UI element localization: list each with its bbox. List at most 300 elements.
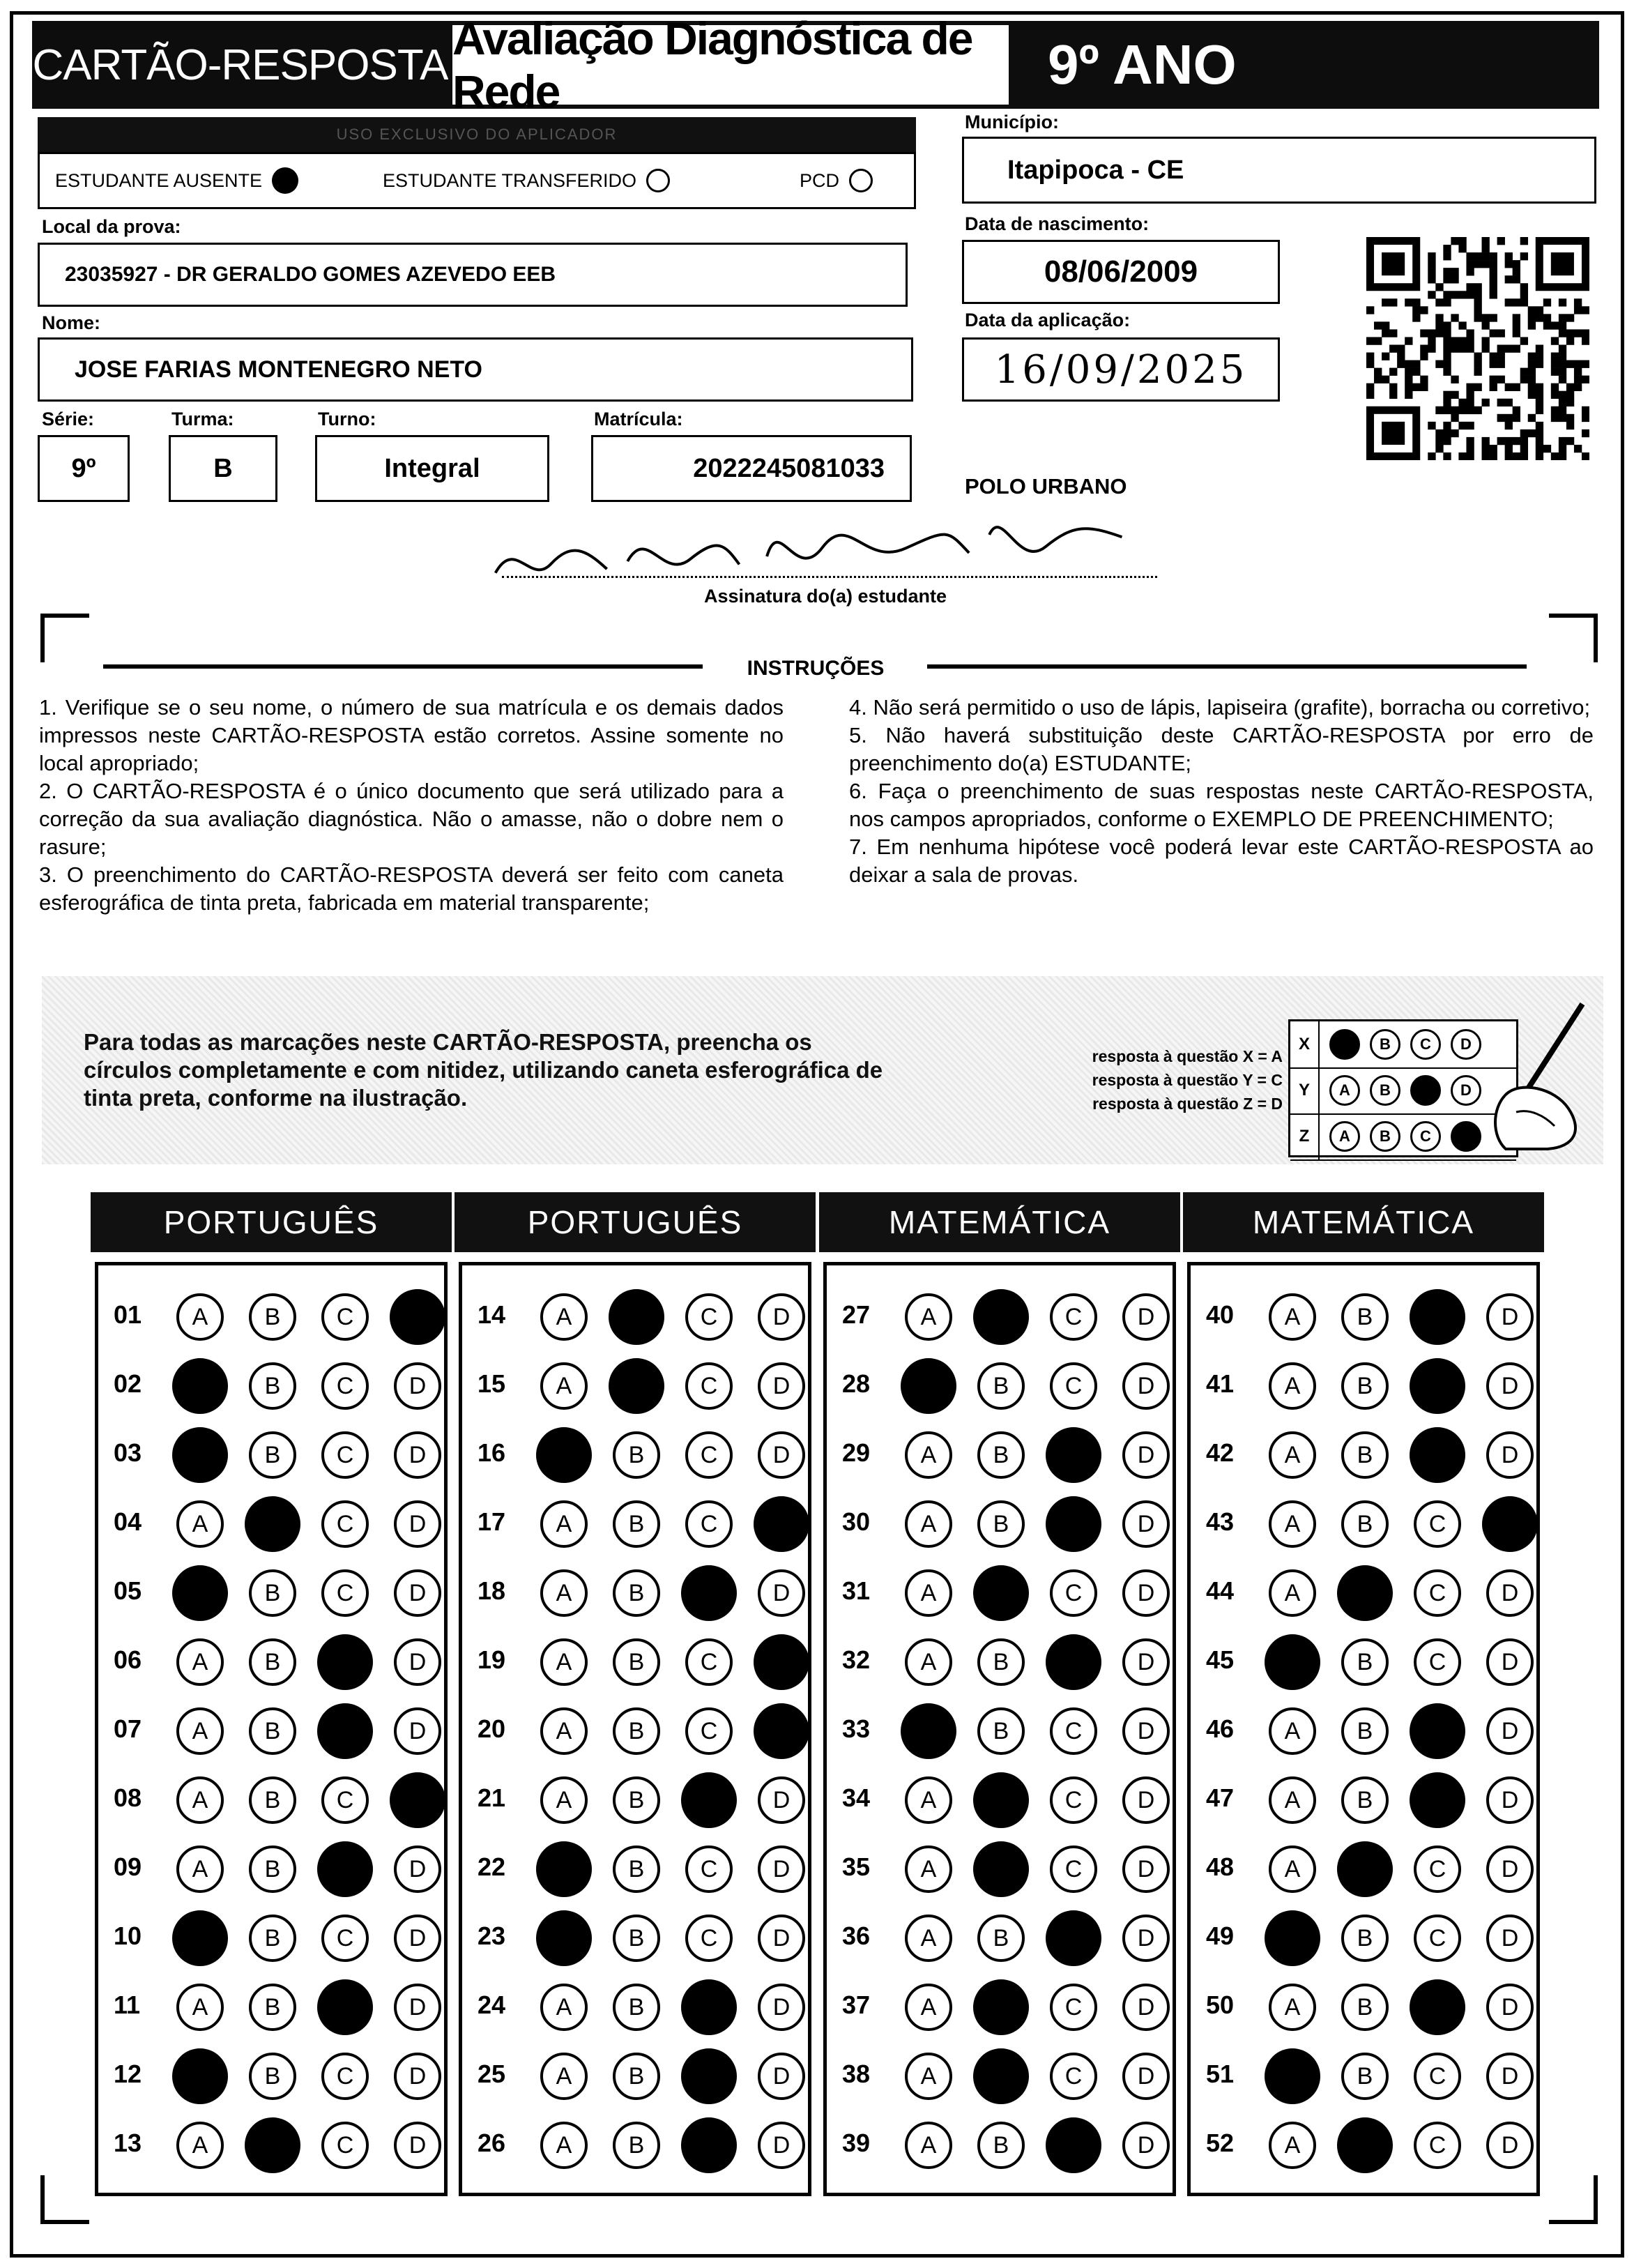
answer-bubble-c[interactable] [1410, 1979, 1465, 2035]
answer-bubble-d[interactable] [390, 1289, 445, 1345]
question-number: 35 [842, 1852, 871, 1881]
answer-bubble-b[interactable]: B [613, 1638, 660, 1686]
answer-bubble-d[interactable]: D [758, 1845, 805, 1893]
answer-bubble-b[interactable]: B [249, 1569, 296, 1617]
example-bubble-b: B [1370, 1029, 1400, 1060]
answer-bubble-b[interactable] [1337, 2117, 1393, 2173]
answer-bubble-a[interactable] [901, 1358, 956, 1414]
answer-bubble-c[interactable]: C [685, 1638, 733, 1686]
answer-bubble-d[interactable]: D [1122, 1776, 1170, 1824]
answer-bubble-c[interactable] [1410, 1289, 1465, 1345]
answer-bubble-b[interactable]: B [249, 1845, 296, 1893]
answer-bubble-b[interactable]: B [1341, 2053, 1389, 2100]
answer-bubble-c[interactable]: C [1050, 1707, 1097, 1755]
answer-bubble-b[interactable]: B [1341, 1362, 1389, 1410]
answer-bubble-a[interactable]: A [540, 1638, 588, 1686]
question-number: 40 [1206, 1300, 1235, 1329]
answer-bubble-a[interactable]: A [176, 1293, 224, 1341]
answer-bubble-d[interactable]: D [1486, 1569, 1534, 1617]
answer-bubble-b[interactable]: B [613, 1776, 660, 1824]
answer-bubble-a[interactable] [1265, 2048, 1320, 2104]
answer-bubble-c[interactable] [1046, 1427, 1101, 1483]
answer-bubble-a[interactable]: A [905, 2122, 952, 2169]
answer-bubble-a[interactable]: A [1269, 1500, 1316, 1548]
answer-bubble-a[interactable]: A [176, 1776, 224, 1824]
instruction-3: 3. O preenchimento do CARTÃO-RESPOSTA deverá ser feito com caneta esferográfica de tinta preta, fabricada em material transparente; [39, 862, 784, 915]
question-number: 47 [1206, 1783, 1235, 1812]
answer-bubble-b[interactable]: B [977, 1431, 1025, 1479]
answer-bubble-c[interactable]: C [321, 2053, 369, 2100]
answer-bubble-d[interactable] [390, 1772, 445, 1828]
question-row [827, 2110, 1173, 2180]
applicator-bar: USO EXCLUSIVO DO APLICADOR [38, 117, 916, 152]
answer-bubble-d[interactable]: D [1486, 1293, 1534, 1341]
answer-bubble-d[interactable]: D [1122, 1915, 1170, 1962]
question-number: 08 [114, 1783, 142, 1812]
question-row [1191, 1834, 1536, 1904]
answer-bubble-b[interactable]: B [977, 1638, 1025, 1686]
answer-panel-1 [95, 1262, 448, 2196]
example-bubble-d: D [1451, 1029, 1481, 1060]
answer-bubble-a[interactable]: A [905, 1500, 952, 1548]
answer-bubble-d[interactable]: D [1122, 1569, 1170, 1617]
answer-bubble-a[interactable] [172, 2048, 228, 2104]
answer-bubble-d[interactable] [754, 1703, 809, 1759]
answer-bubble-d[interactable]: D [1486, 2053, 1534, 2100]
answer-bubble-a[interactable]: A [905, 1845, 952, 1893]
answer-bubble-a[interactable]: A [1269, 1845, 1316, 1893]
example-bubble-a: A [1329, 1121, 1360, 1152]
answer-bubble-a[interactable]: A [1269, 1707, 1316, 1755]
answer-bubble-c[interactable]: C [321, 1362, 369, 1410]
answer-bubble-c[interactable]: C [685, 1362, 733, 1410]
answer-bubble-b[interactable] [973, 1979, 1029, 2035]
answer-bubble-b[interactable]: B [977, 1500, 1025, 1548]
answer-bubble-c[interactable]: C [321, 1431, 369, 1479]
absent-option[interactable] [55, 167, 298, 194]
answer-bubble-d[interactable] [1482, 1496, 1538, 1552]
example-bubble-c: C [1410, 1121, 1441, 1152]
answer-bubble-a[interactable] [1265, 1910, 1320, 1966]
question-number: 18 [478, 1576, 506, 1605]
answer-bubble-a[interactable]: A [540, 1293, 588, 1341]
answer-bubble-b[interactable]: B [613, 1984, 660, 2031]
question-row [827, 1489, 1173, 1559]
question-number: 42 [1206, 1438, 1235, 1467]
question-row [462, 1834, 808, 1904]
answer-bubble-a[interactable]: A [1269, 1431, 1316, 1479]
answer-bubble-d[interactable]: D [394, 1984, 441, 2031]
answer-bubble-a[interactable]: A [540, 2053, 588, 2100]
question-number: 26 [478, 2129, 506, 2157]
question-row [1191, 1765, 1536, 1835]
answer-bubble-b[interactable] [609, 1289, 664, 1345]
answer-bubble-d[interactable]: D [394, 1362, 441, 1410]
qr-code [1366, 237, 1589, 460]
answer-bubble-b[interactable]: B [613, 1915, 660, 1962]
answer-bubble-a[interactable]: A [540, 2122, 588, 2169]
answer-bubble-a[interactable]: A [540, 1707, 588, 1755]
answer-bubble-b[interactable]: B [1341, 1638, 1389, 1686]
question-row [1191, 1627, 1536, 1697]
answer-bubble-b[interactable] [1337, 1841, 1393, 1897]
answer-panel-2 [459, 1262, 811, 2196]
answer-bubble-c[interactable] [317, 1841, 373, 1897]
answer-bubble-b[interactable]: B [977, 1362, 1025, 1410]
answer-bubble-d[interactable]: D [1122, 1638, 1170, 1686]
question-row [1191, 1972, 1536, 2042]
answer-bubble-d[interactable]: D [394, 1845, 441, 1893]
answer-bubble-a[interactable]: A [176, 1984, 224, 2031]
answer-bubble-b[interactable] [973, 1289, 1029, 1345]
answer-bubble-d[interactable]: D [394, 1500, 441, 1548]
answer-bubble-d[interactable]: D [394, 1915, 441, 1962]
answer-bubble-d[interactable]: D [758, 2053, 805, 2100]
answer-bubble-d[interactable]: D [1122, 1845, 1170, 1893]
transferred-label: ESTUDANTE TRANSFERIDO [383, 169, 637, 191]
answer-bubble-b[interactable]: B [613, 2053, 660, 2100]
corner-bottom-left [40, 2175, 89, 2224]
answer-bubble-a[interactable] [536, 1841, 592, 1897]
answer-bubble-c[interactable]: C [1414, 2053, 1461, 2100]
answer-bubble-c[interactable]: C [1414, 1845, 1461, 1893]
turno-label: Turno: [318, 409, 376, 429]
answer-bubble-c[interactable] [681, 1565, 737, 1621]
answer-bubble-a[interactable] [536, 1427, 592, 1483]
answer-bubble-a[interactable]: A [905, 1293, 952, 1341]
question-row [462, 1627, 808, 1697]
answer-bubble-a[interactable]: A [176, 1845, 224, 1893]
answer-bubble-c[interactable] [317, 1703, 373, 1759]
answer-bubble-c[interactable] [1410, 1427, 1465, 1483]
answer-bubble-d[interactable]: D [1486, 1984, 1534, 2031]
answer-bubble-c[interactable] [317, 1979, 373, 2035]
question-number: 50 [1206, 1991, 1235, 2019]
answer-bubble-b[interactable] [609, 1358, 664, 1414]
legend-y: resposta à questão Y = C [1092, 1071, 1283, 1089]
answer-bubble-c[interactable]: C [685, 1845, 733, 1893]
answer-bubble-d[interactable]: D [1122, 1984, 1170, 2031]
answer-bubble-a[interactable]: A [540, 1569, 588, 1617]
question-number: 33 [842, 1714, 871, 1743]
answer-bubble-b[interactable]: B [613, 1431, 660, 1479]
question-row [98, 1834, 444, 1904]
answer-bubble-d[interactable]: D [394, 2053, 441, 2100]
answer-bubble-d[interactable]: D [1486, 1915, 1534, 1962]
answer-bubble-c[interactable] [1410, 1358, 1465, 1414]
answer-bubble-d[interactable]: D [758, 1431, 805, 1479]
answer-bubble-d[interactable]: D [758, 1915, 805, 1962]
fill-example-text: Para todas as marcações neste CARTÃO-RESPOSTA, preencha os círculos completamente e com nitidez, utilizando caneta esferográfica de tinta preta, conforme na ilustração. [84, 1029, 883, 1111]
example-row-label: Z [1290, 1113, 1320, 1159]
card-title: CARTÃO-RESPOSTA [32, 21, 448, 109]
answer-bubble-c[interactable]: C [1414, 2122, 1461, 2169]
question-row [462, 1420, 808, 1490]
answer-bubble-b[interactable]: B [249, 2053, 296, 2100]
answer-bubble-d[interactable]: D [1122, 1362, 1170, 1410]
answer-bubble-d[interactable]: D [1122, 2053, 1170, 2100]
question-row [827, 1420, 1173, 1490]
answer-bubble-d[interactable]: D [1122, 1293, 1170, 1341]
answer-bubble-b[interactable]: B [613, 1707, 660, 1755]
answer-bubble-c[interactable]: C [1414, 1915, 1461, 1962]
answer-bubble-a[interactable] [172, 1565, 228, 1621]
answer-bubble-b[interactable]: B [613, 1569, 660, 1617]
answer-bubble-b[interactable]: B [1341, 1707, 1389, 1755]
question-number: 51 [1206, 2060, 1235, 2088]
answer-bubble-d[interactable]: D [758, 1569, 805, 1617]
question-row [98, 2110, 444, 2180]
answer-bubble-c[interactable] [1046, 1496, 1101, 1552]
polo-label: POLO URBANO [965, 474, 1127, 498]
answer-bubble-b[interactable] [245, 1496, 300, 1552]
answer-bubble-a[interactable]: A [1269, 2122, 1316, 2169]
answer-bubble-b[interactable]: B [249, 1984, 296, 2031]
question-number: 07 [114, 1714, 142, 1743]
answer-bubble-c[interactable]: C [1050, 1776, 1097, 1824]
instructions-title: INSTRUÇÕES [747, 657, 885, 680]
answer-bubble-b[interactable]: B [977, 1915, 1025, 1962]
question-row [827, 1903, 1173, 1973]
answer-bubble-c[interactable]: C [1050, 1984, 1097, 2031]
answer-bubble-a[interactable]: A [905, 1915, 952, 1962]
answer-bubble-c[interactable] [1046, 2117, 1101, 2173]
answer-bubble-a[interactable] [901, 1703, 956, 1759]
answer-bubble-b[interactable]: B [249, 1776, 296, 1824]
example-bubble-b: B [1370, 1075, 1400, 1106]
answer-bubble-a[interactable]: A [1269, 1362, 1316, 1410]
answer-bubble-d[interactable]: D [758, 2122, 805, 2169]
answer-bubble-b[interactable]: B [249, 1362, 296, 1410]
corner-top-left [40, 614, 89, 662]
answer-bubble-b[interactable]: B [249, 1638, 296, 1686]
answer-bubble-d[interactable]: D [1486, 1776, 1534, 1824]
answer-bubble-c[interactable] [681, 2048, 737, 2104]
question-row [827, 1972, 1173, 2042]
answer-bubble-d[interactable] [754, 1634, 809, 1690]
question-number: 44 [1206, 1576, 1235, 1605]
answer-bubble-b[interactable] [973, 2048, 1029, 2104]
answer-bubble-a[interactable]: A [905, 1638, 952, 1686]
answer-bubble-d[interactable]: D [1486, 1431, 1534, 1479]
answer-bubble-c[interactable]: C [1050, 2053, 1097, 2100]
legend-z: resposta à questão Z = D [1092, 1095, 1283, 1113]
answer-bubble-c[interactable]: C [1050, 1569, 1097, 1617]
answer-bubble-c[interactable]: C [1414, 1638, 1461, 1686]
example-row-label: X [1290, 1021, 1320, 1067]
answer-bubble-c[interactable]: C [685, 1915, 733, 1962]
answer-bubble-b[interactable]: B [1341, 1776, 1389, 1824]
application-date-field[interactable]: 16/09/2025 [962, 337, 1280, 402]
application-date-label: Data da aplicação: [965, 310, 1131, 330]
answer-bubble-b[interactable]: B [977, 2122, 1025, 2169]
question-row [827, 1627, 1173, 1697]
question-row [462, 1489, 808, 1559]
answer-bubble-a[interactable] [536, 1910, 592, 1966]
answer-bubble-d[interactable]: D [758, 1776, 805, 1824]
answer-bubble-c[interactable] [681, 1772, 737, 1828]
answer-bubble-a[interactable] [172, 1427, 228, 1483]
fill-example-legend [1032, 1044, 1283, 1116]
answer-bubble-d[interactable]: D [1122, 1431, 1170, 1479]
question-row [98, 1420, 444, 1490]
answer-bubble-b[interactable] [1337, 1565, 1393, 1621]
answer-bubble-b[interactable]: B [1341, 1500, 1389, 1548]
answer-bubble-d[interactable]: D [1486, 1845, 1534, 1893]
answer-bubble-a[interactable]: A [540, 1776, 588, 1824]
answer-bubble-c[interactable] [681, 2117, 737, 2173]
answer-bubble-c[interactable]: C [685, 1293, 733, 1341]
answer-bubble-c[interactable]: C [1050, 1362, 1097, 1410]
answer-bubble-b[interactable]: B [1341, 1431, 1389, 1479]
answer-bubble-c[interactable]: C [321, 1776, 369, 1824]
answer-bubble-b[interactable]: B [249, 1915, 296, 1962]
serie-label: Série: [42, 409, 95, 429]
answer-bubble-c[interactable]: C [321, 1293, 369, 1341]
answer-bubble-b[interactable]: B [613, 1500, 660, 1548]
answer-bubble-b[interactable]: B [249, 1431, 296, 1479]
answer-bubble-d[interactable]: D [1486, 1362, 1534, 1410]
answer-bubble-b[interactable] [973, 1841, 1029, 1897]
answer-bubble-a[interactable]: A [176, 1500, 224, 1548]
instruction-1: 1. Verifique se o seu nome, o número de sua matrícula e os demais dados impressos neste CARTÃO-RESPOSTA estão corretos. Assine somente no local apropriado; [39, 695, 784, 775]
answer-bubble-a[interactable]: A [905, 1984, 952, 2031]
answer-bubble-b[interactable]: B [613, 1845, 660, 1893]
answer-bubble-c[interactable]: C [321, 1500, 369, 1548]
question-number: 05 [114, 1576, 142, 1605]
answer-bubble-c[interactable]: C [685, 1707, 733, 1755]
question-row [1191, 1351, 1536, 1421]
answer-bubble-a[interactable] [172, 1358, 228, 1414]
answer-bubble-d[interactable]: D [394, 1707, 441, 1755]
answer-bubble-d[interactable]: D [394, 1431, 441, 1479]
answer-bubble-d[interactable]: D [394, 2122, 441, 2169]
answer-bubble-c[interactable]: C [685, 1500, 733, 1548]
answer-bubble-d[interactable]: D [1486, 1638, 1534, 1686]
answer-bubble-a[interactable]: A [905, 2053, 952, 2100]
answer-bubble-c[interactable]: C [685, 1431, 733, 1479]
question-row [462, 2110, 808, 2180]
matricula-field: 2022245081033 [591, 435, 912, 502]
answer-bubble-a[interactable]: A [905, 1431, 952, 1479]
answer-bubble-c[interactable]: C [1414, 1500, 1461, 1548]
answer-bubble-a[interactable]: A [176, 1707, 224, 1755]
turno-field: Integral [315, 435, 549, 502]
absent-bubble[interactable] [272, 167, 298, 194]
answer-bubble-c[interactable] [1046, 1634, 1101, 1690]
answer-bubble-d[interactable]: D [1122, 1500, 1170, 1548]
answer-bubble-b[interactable]: B [249, 1293, 296, 1341]
question-number: 29 [842, 1438, 871, 1467]
answer-bubble-d[interactable]: D [394, 1638, 441, 1686]
answer-bubble-c[interactable]: C [1050, 1845, 1097, 1893]
answer-bubble-a[interactable]: A [176, 1638, 224, 1686]
corner-bottom-right [1549, 2175, 1598, 2224]
name-label: Nome: [42, 312, 101, 333]
question-number: 21 [478, 1783, 506, 1812]
example-bubble-b: B [1370, 1121, 1400, 1152]
answer-bubble-a[interactable]: A [905, 1776, 952, 1824]
answer-bubble-c[interactable] [317, 1634, 373, 1690]
answer-bubble-d[interactable] [754, 1496, 809, 1552]
answer-bubble-c[interactable]: C [1414, 1569, 1461, 1617]
answer-bubble-b[interactable]: B [613, 2122, 660, 2169]
answer-bubble-a[interactable]: A [540, 1362, 588, 1410]
question-row [827, 1351, 1173, 1421]
question-number: 10 [114, 1921, 142, 1950]
answer-bubble-d[interactable]: D [394, 1569, 441, 1617]
answer-bubble-a[interactable]: A [905, 1569, 952, 1617]
answer-bubble-b[interactable]: B [1341, 1984, 1389, 2031]
answer-bubble-b[interactable]: B [249, 1707, 296, 1755]
transferred-option[interactable] [383, 169, 670, 192]
answer-bubble-d[interactable]: D [758, 1984, 805, 2031]
answer-bubble-c[interactable]: C [321, 2122, 369, 2169]
transferred-bubble[interactable] [646, 169, 670, 192]
pcd-option[interactable] [800, 169, 873, 192]
question-number: 17 [478, 1507, 506, 1536]
question-number: 06 [114, 1645, 142, 1674]
answer-bubble-b[interactable] [245, 2117, 300, 2173]
example-bubble-d [1451, 1121, 1481, 1152]
question-row [462, 1351, 808, 1421]
question-number: 38 [842, 2060, 871, 2088]
pcd-bubble[interactable] [849, 169, 873, 192]
answer-bubble-d[interactable]: D [1122, 2122, 1170, 2169]
answer-bubble-c[interactable]: C [1050, 1293, 1097, 1341]
question-number: 11 [114, 1991, 141, 2019]
answer-bubble-b[interactable] [973, 1772, 1029, 1828]
answer-bubble-a[interactable]: A [1269, 1984, 1316, 2031]
answer-bubble-c[interactable]: C [321, 1915, 369, 1962]
turma-field: B [169, 435, 277, 502]
answer-bubble-b[interactable]: B [977, 1707, 1025, 1755]
answer-bubble-a[interactable] [172, 1910, 228, 1966]
answer-bubble-c[interactable]: C [321, 1569, 369, 1617]
question-number: 23 [478, 1921, 506, 1950]
answer-bubble-a[interactable]: A [1269, 1776, 1316, 1824]
corner-top-right [1549, 614, 1598, 662]
answer-bubble-a[interactable]: A [1269, 1293, 1316, 1341]
answer-bubble-d[interactable]: D [1122, 1707, 1170, 1755]
answer-bubble-a[interactable]: A [176, 2122, 224, 2169]
instruction-2: 2. O CARTÃO-RESPOSTA é o único documento que será utilizado para a correção da sua avaliação diagnóstica. Não o amasse, não o dobre nem o rasure; [39, 779, 784, 859]
question-row [827, 1765, 1173, 1835]
answer-bubble-c[interactable] [1046, 1910, 1101, 1966]
answer-bubble-c[interactable] [1410, 1703, 1465, 1759]
signature-line [502, 576, 1157, 578]
answer-bubble-b[interactable]: B [1341, 1293, 1389, 1341]
answer-bubble-b[interactable]: B [1341, 1915, 1389, 1962]
answer-bubble-a[interactable]: A [1269, 1569, 1316, 1617]
answer-bubble-a[interactable]: A [540, 1500, 588, 1548]
answer-bubble-b[interactable] [973, 1565, 1029, 1621]
answer-bubble-d[interactable]: D [758, 1293, 805, 1341]
answer-bubble-d[interactable]: D [1486, 2122, 1534, 2169]
question-number: 37 [842, 1991, 871, 2019]
question-number: 22 [478, 1852, 506, 1881]
question-number: 31 [842, 1576, 871, 1605]
answer-bubble-c[interactable] [1410, 1772, 1465, 1828]
instruction-4: 4. Não será permitido o uso de lápis, lapiseira (grafite), borracha ou corretivo; [849, 695, 1591, 720]
answer-bubble-d[interactable]: D [1486, 1707, 1534, 1755]
answer-bubble-a[interactable]: A [540, 1984, 588, 2031]
question-number: 19 [478, 1645, 506, 1674]
answer-bubble-a[interactable] [1265, 1634, 1320, 1690]
answer-bubble-c[interactable] [681, 1979, 737, 2035]
grade-title: 9º ANO [1013, 21, 1599, 109]
answer-bubble-d[interactable]: D [758, 1362, 805, 1410]
